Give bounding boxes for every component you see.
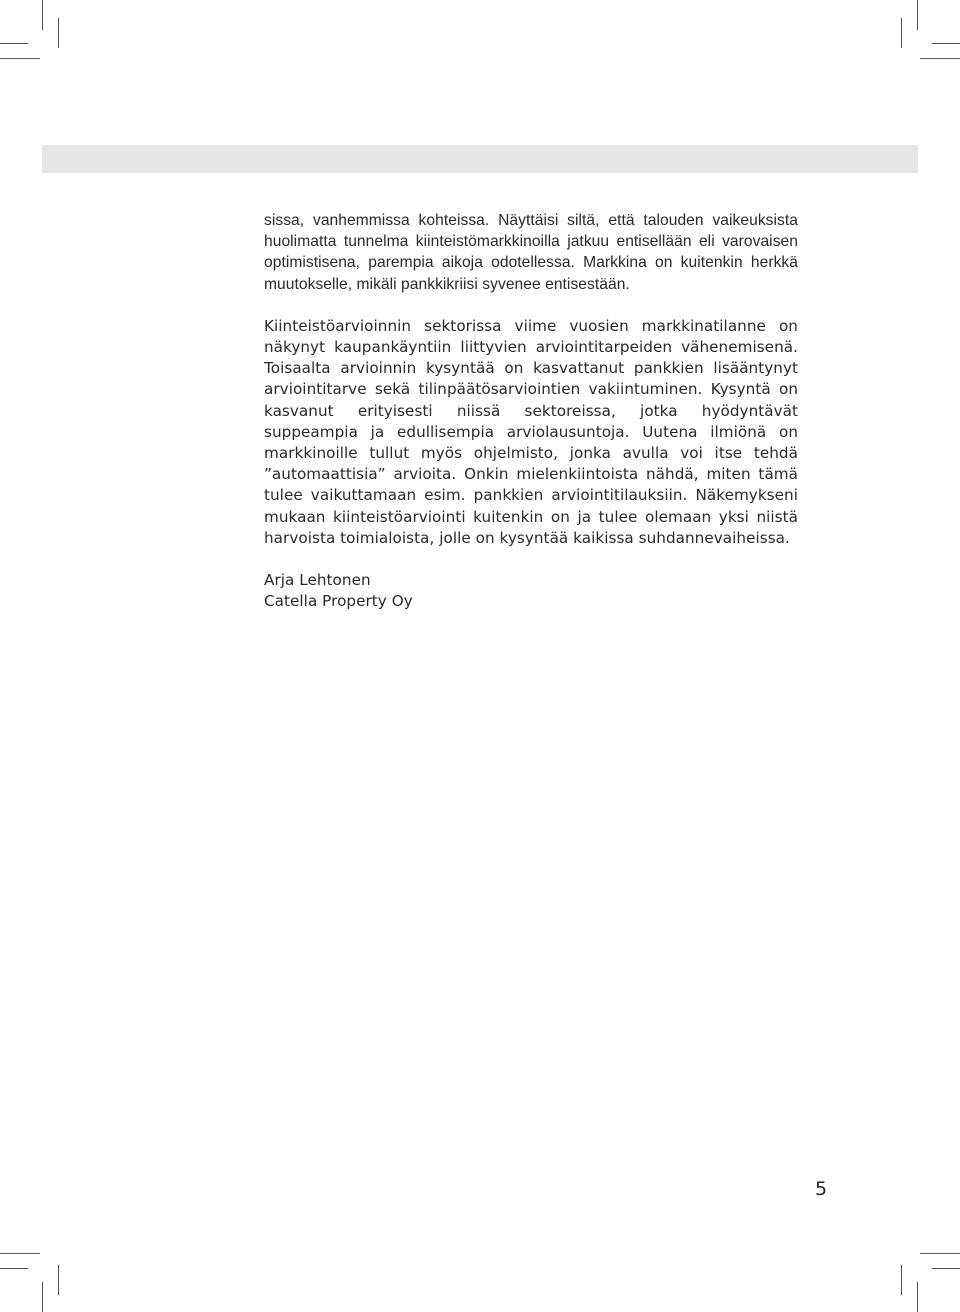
crop-mark [0,1268,28,1269]
author-signature [264,570,798,612]
author-company: Catella Property Oy [264,592,413,611]
crop-mark [901,1265,902,1295]
crop-mark [920,58,960,59]
article-paragraph: sissa, vanhemmissa kohteissa. Näyttäisi siltä, että talouden vaikeuksista huolimatta tunnelma kiinteistömarkkinoilla jatkuu entisellään eli varovaisen optimistisena, parempia aikoja odotellessa. Markkina on kuitenkin herkkä muutokselle, mikäli pankkikriisi syvenee entisestään. [264,212,798,293]
crop-mark [932,43,960,44]
header-band [42,145,918,173]
crop-mark [0,1253,40,1254]
crop-mark [0,43,28,44]
author-name: Arja Lehtonen [264,571,371,590]
crop-mark [920,1253,960,1254]
crop-mark [917,0,918,30]
crop-mark [42,1282,43,1312]
page-number: 5 [815,1178,828,1200]
article-body [264,210,798,612]
crop-mark [58,1265,59,1295]
crop-mark [932,1268,960,1269]
article-paragraph: Kiinteistöarvioinnin sektorissa viime vuosien markkinatilanne on näkynyt kaupankäyntiin liittyvien arviointitarpeiden vähenemisenä. Toisaalta arvioinnin kysyntää on kasvattanut pankkien lisääntynyt arviointitarve sekä tilinpäätösarviointien vakiintuminen. Kysyntä on kasvanut erityisesti niissä sektoreissa, jotka hyödyntävät suppeampia ja edullisempia arviolausuntoja. Uutena ilmiönä on markkinoille tullut myös ohjelmisto, jonka avulla voi itse tehdä ”automaattisia” arvioita. Onkin mielenkiintoista nähdä, miten tämä tulee vaikuttamaan esim. pankkien arviointitilauksiin. Näkemykseni mukaan kiinteistöarviointi kuitenkin on ja tulee olemaan yksi niistä harvoista toimialoista, jolle on kysyntää kaikissa suhdannevaiheissa. [264,316,798,547]
crop-mark [917,1282,918,1312]
crop-mark [0,58,40,59]
crop-mark [58,18,59,48]
crop-mark [42,0,43,30]
crop-mark [901,18,902,48]
